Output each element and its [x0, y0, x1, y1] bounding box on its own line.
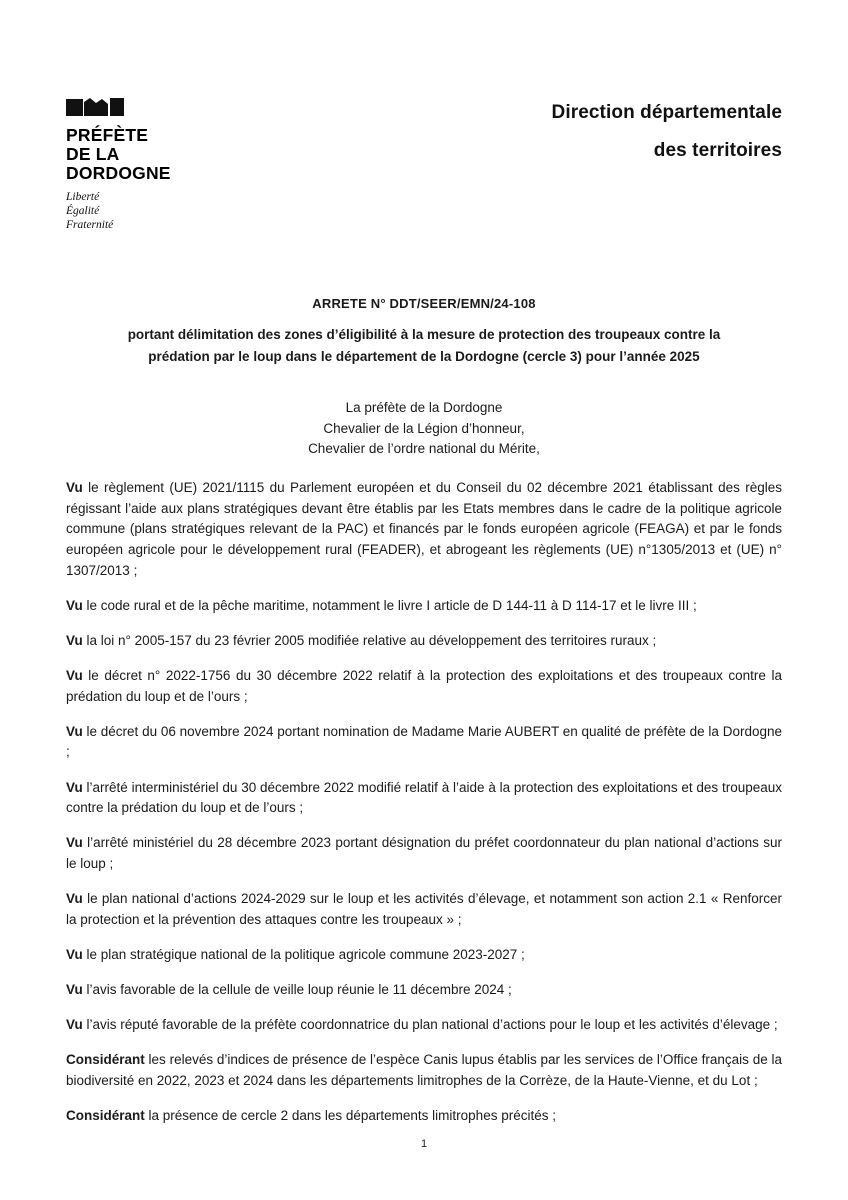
- clause-lead: Vu: [66, 480, 83, 495]
- clause-text: la présence de cercle 2 dans les départements limitrophes précités ;: [144, 1108, 556, 1124]
- clause-lead: Vu: [66, 835, 83, 851]
- clause-paragraph: [66, 980, 782, 1001]
- clause-paragraph: [66, 833, 782, 874]
- clause-text: l’avis réputé favorable de la préfète coordonnatrice du plan national d’actions pour le loup et les activités d’élevage ;: [82, 1017, 778, 1033]
- clause-lead: Vu: [66, 946, 83, 962]
- quality-line-2: Chevalier de la Légion d’honneur,: [323, 420, 525, 436]
- prefecture-title-line-1: PRÉFÈTE: [66, 125, 149, 145]
- clause-paragraph: [66, 1015, 782, 1036]
- marianne-flag-icon: [66, 96, 128, 122]
- quality-line-1: La préfète de la Dordogne: [345, 400, 503, 415]
- page-number: 1: [420, 1138, 428, 1150]
- clause-paragraph: [66, 478, 782, 581]
- clause-text: le plan stratégique national de la politique agricole commune 2023-2027 ;: [82, 946, 525, 962]
- clause-lead: Considérant: [66, 1108, 145, 1124]
- clause-lead: Vu: [66, 779, 83, 795]
- clause-lead: Vu: [66, 891, 83, 907]
- clause-text: le plan national d’actions 2024-2029 sur le loup et les activités d’élevage, et notamment son action 2.1 « Renforcer la protection et la prévention des attaques contre les troupeaux » ;: [66, 891, 782, 927]
- document-header: [66, 96, 782, 232]
- prefecture-title-line-2: DE LA: [66, 143, 120, 164]
- clause-text: l’arrêté interministériel du 30 décembre 2022 modifié relatif à l’aide à la protection des exploitations et des troupeaux contre la prédation du loup et de l’ours ;: [66, 779, 782, 816]
- motto-liberte: Liberté: [66, 190, 100, 203]
- clause-lead: Vu: [66, 667, 83, 683]
- prefecture-title-line-3: DORDOGNE: [66, 162, 171, 183]
- clause-text: le décret du 06 novembre 2024 portant nomination de Madame Marie AUBERT en qualité de préfète de la Dordogne ;: [66, 723, 782, 760]
- decree-body: [66, 478, 782, 1127]
- clause-text: le décret n° 2022-1756 du 30 décembre 2022 relatif à la protection des exploitations et des troupeaux contre la prédation du loup et de l’ours ;: [66, 667, 782, 704]
- clause-text: la loi n° 2005-157 du 23 février 2005 modifiée relative au développement des territoires ruraux ;: [82, 632, 657, 648]
- clause-paragraph: [66, 666, 782, 707]
- decree-reference: ARRETE N° DDT/SEER/EMN/24-108: [312, 296, 536, 311]
- clause-paragraph: [66, 722, 782, 763]
- clause-paragraph: [66, 889, 782, 930]
- clause-lead: Vu: [66, 723, 83, 739]
- clause-paragraph: [66, 596, 782, 617]
- clause-paragraph: [66, 778, 782, 819]
- republic-motto: [66, 190, 266, 232]
- clause-lead: Vu: [66, 1017, 83, 1033]
- clause-text: le code rural et de la pêche maritime, notamment le livre I article de D 144-11 à D 114-17 et le livre III ;: [82, 597, 697, 613]
- clause-lead: Vu: [66, 982, 83, 998]
- quality-line-3: Chevalier de l’ordre national du Mérite,: [308, 441, 540, 457]
- motto-egalite: Égalité: [66, 204, 100, 217]
- clause-text: l’arrêté ministériel du 28 décembre 2023 portant désignation du préfet coordonnateur du plan national d’actions sur le loup ;: [66, 835, 782, 871]
- clause-paragraph: [66, 945, 782, 966]
- motto-fraternite: Fraternité: [66, 218, 114, 231]
- clause-lead: Vu: [66, 597, 83, 613]
- clause-text: les relevés d’indices de présence de l’espèce Canis lupus établis par les services de l’Office français de la biodiversité en 2022, 2023 et 2024 dans les départements limitrophes de la Corrèze, de la Haute-Vienne, et du Lot ;: [66, 1052, 782, 1088]
- issuing-service: [552, 96, 782, 162]
- issuing-service-line-1: Direction départementale: [551, 102, 782, 123]
- decree-subject: portant délimitation des zones d’éligibilité à la mesure de protection des troupeaux contre la prédation par le loup dans le département de la Dordogne (cercle 3) pour l’année 2025: [127, 327, 721, 364]
- clause-lead: Considérant: [66, 1052, 145, 1068]
- clause-text: l’avis favorable de la cellule de veille loup réunie le 11 décembre 2024 ;: [82, 982, 512, 998]
- issuing-service-line-2: des territoires: [653, 140, 782, 161]
- clause-lead: Vu: [66, 632, 83, 648]
- prefecture-logo: [66, 96, 266, 232]
- signatory-qualities: [66, 398, 782, 460]
- clause-paragraph: [66, 1050, 782, 1091]
- clause-text: le règlement (UE) 2021/1115 du Parlement européen et du Conseil du 02 décembre 2021 établissant des règles régissant l’aide aux plans stratégiques devant être établis par les Etats membres dans le cadre de la politique agricole commune (plans stratégiques relevant de la PAC) et financés par le fonds européen agricole (FEAGA) et par le fonds européen agricole pour le développement rural (FEADER), et abrogeant les règlements (UE) n°1305/2013 et (UE) n° 1307/2013 ;: [66, 480, 782, 578]
- clause-paragraph: [66, 1106, 782, 1127]
- prefecture-title: [66, 126, 266, 183]
- clause-paragraph: [66, 631, 782, 652]
